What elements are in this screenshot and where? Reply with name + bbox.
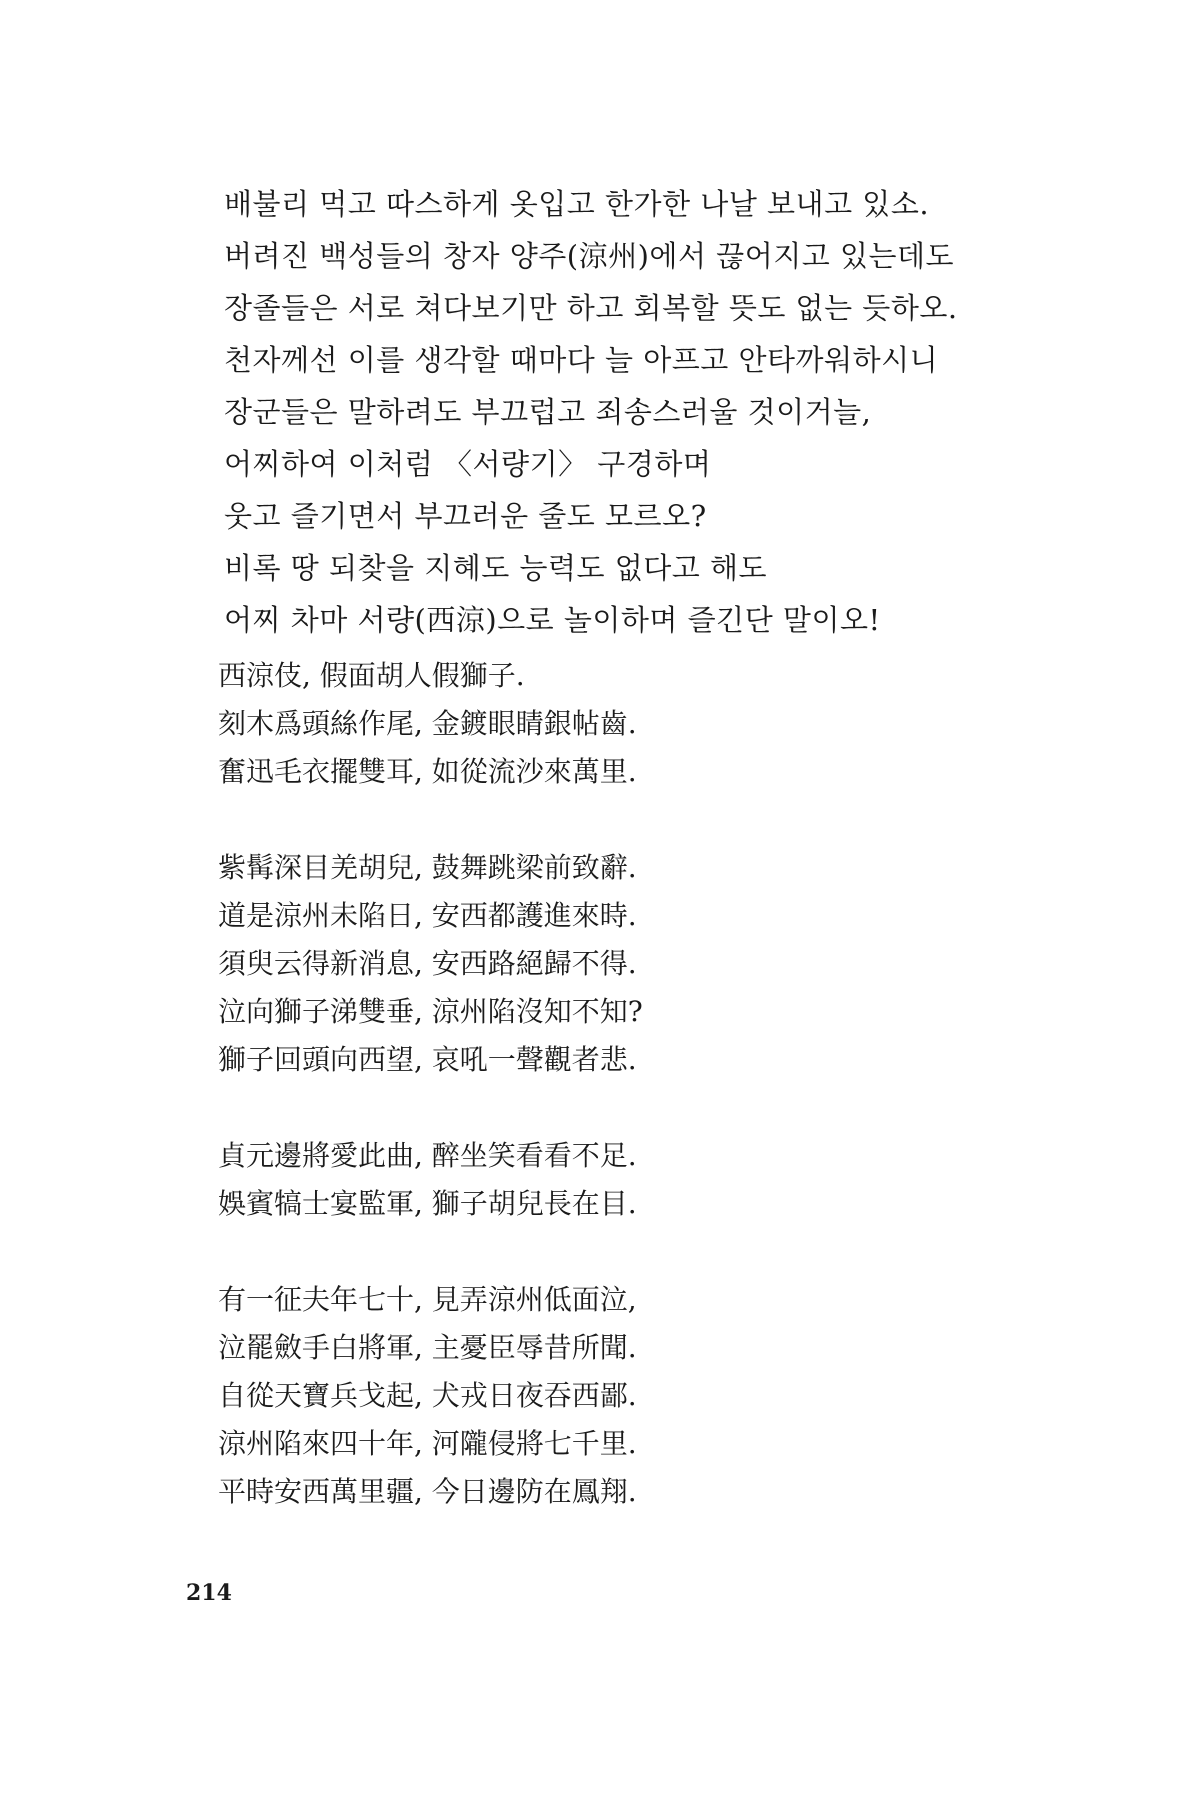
korean-line: 어찌 차마 서량(西涼)으로 놀이하며 즐긴단 말이오! xyxy=(224,603,881,637)
korean-line: 버려진 백성들의 창자 양주(涼州)에서 끊어지고 있는데도 xyxy=(224,239,955,273)
korean-line: 장군들은 말하려도 부끄럽고 죄송스러울 것이거늘, xyxy=(224,395,872,429)
poem-line: 奮迅毛衣擺雙耳, 如從流沙來萬里. xyxy=(218,755,637,788)
poem-line: 獅子回頭向西望, 哀吼一聲觀者悲. xyxy=(218,1043,637,1076)
poem-line: 貞元邊將愛此曲, 醉坐笑看看不足. xyxy=(218,1139,637,1172)
poem-line: 涼州陷來四十年, 河隴侵將七千里. xyxy=(218,1427,637,1460)
korean-line: 장졸들은 서로 쳐다보기만 하고 회복할 뜻도 없는 듯하오. xyxy=(224,291,958,325)
korean-line: 웃고 즐기면서 부끄러운 줄도 모르오? xyxy=(224,499,707,533)
chinese-original-poem xyxy=(218,652,918,1564)
poem-line: 泣罷斂手白將軍, 主憂臣辱昔所聞. xyxy=(218,1331,637,1364)
poem-line: 有一征夫年七十, 見弄涼州低面泣, xyxy=(218,1283,637,1316)
korean-translation xyxy=(224,178,1124,646)
korean-line: 비록 땅 되찾을 지혜도 능력도 없다고 해도 xyxy=(224,551,768,585)
poem-line: 紫髯深目羌胡兒, 鼓舞跳梁前致辭. xyxy=(218,851,637,884)
korean-line: 천자께선 이를 생각할 때마다 늘 아프고 안타까워하시니 xyxy=(224,343,939,377)
poem-line: 須臾云得新消息, 安西路絕歸不得. xyxy=(218,947,637,980)
poem-line: 道是涼州未陷日, 安西都護進來時. xyxy=(218,899,637,932)
poem-line: 自從天寶兵戈起, 犬戎日夜吞西鄙. xyxy=(218,1379,637,1412)
stanza-2 xyxy=(218,844,918,1084)
poem-line: 泣向獅子涕雙垂, 涼州陷沒知不知? xyxy=(218,995,643,1028)
page-number: 214 xyxy=(186,1580,232,1606)
korean-line: 배불리 먹고 따스하게 옷입고 한가한 나날 보내고 있소. xyxy=(224,187,930,221)
stanza-4 xyxy=(218,1276,918,1516)
poem-line: 刻木爲頭絲作尾, 金鍍眼睛銀帖齒. xyxy=(218,707,637,740)
poem-line: 平時安西萬里疆, 今日邊防在鳳翔. xyxy=(218,1475,637,1508)
poem-line: 娛賓犒士宴監軍, 獅子胡兒長在目. xyxy=(218,1187,637,1220)
korean-line: 어찌하여 이처럼 〈서량기〉 구경하며 xyxy=(224,447,712,481)
stanza-1 xyxy=(218,652,918,796)
poem-line: 西涼伎, 假面胡人假獅子. xyxy=(218,659,525,692)
stanza-3 xyxy=(218,1132,918,1228)
